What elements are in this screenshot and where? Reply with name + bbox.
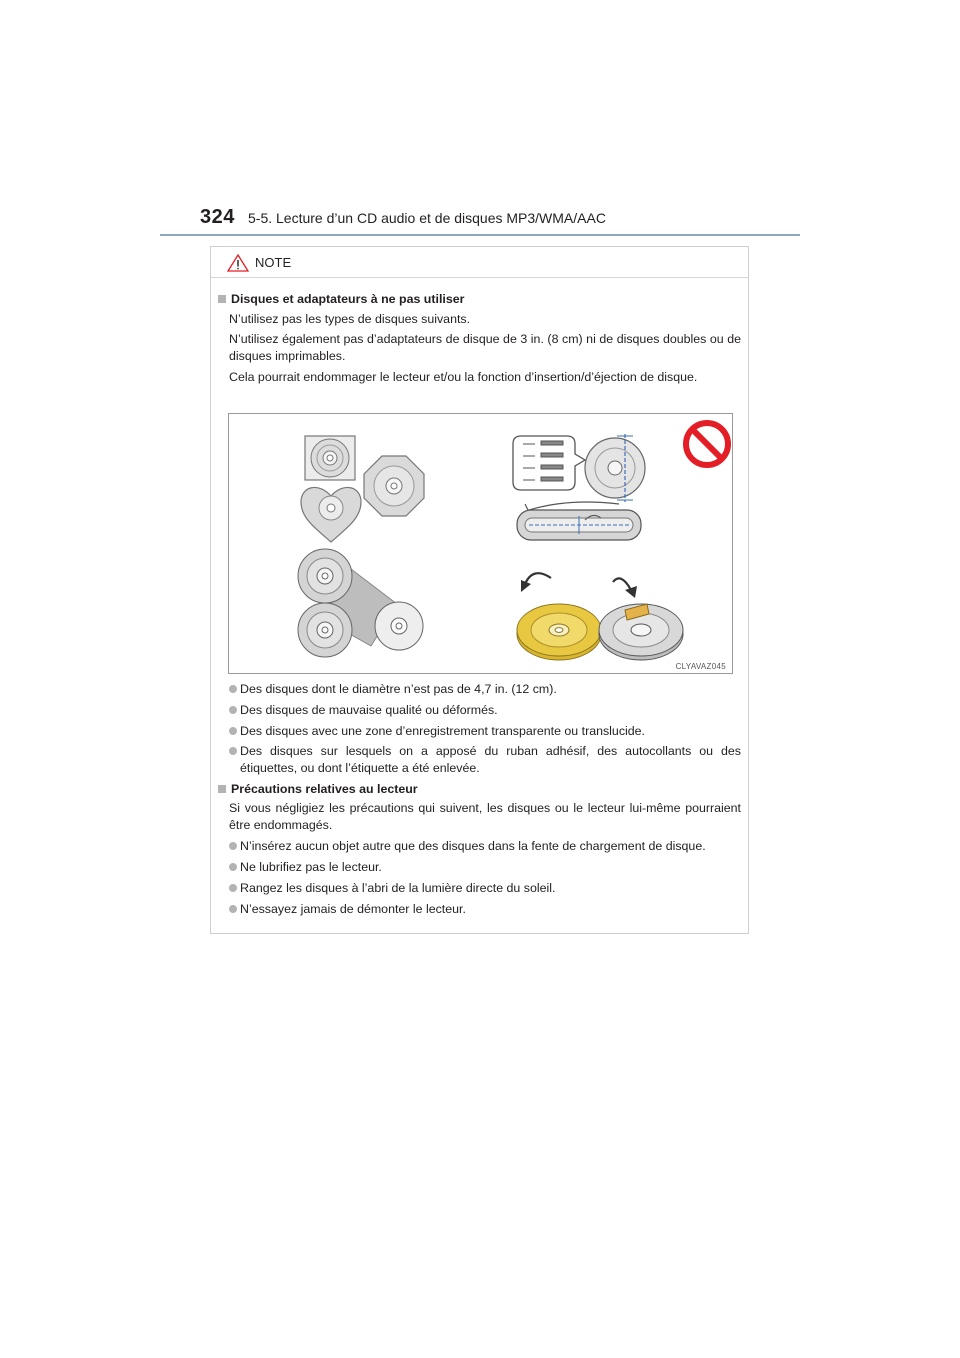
section-heading: Précautions relatives au lecteur xyxy=(218,781,418,798)
list-item: Rangez les disques à l’abri de la lumière directe du soleil. xyxy=(229,880,741,897)
bullet-icon xyxy=(229,905,237,913)
bullet-icon xyxy=(229,884,237,892)
octagon-disc xyxy=(364,456,424,516)
page-header xyxy=(160,204,800,238)
bullet-icon xyxy=(229,727,237,735)
prohibited-discs-illustration xyxy=(228,413,733,674)
bullet-icon xyxy=(229,842,237,850)
note-label: NOTE xyxy=(255,255,292,270)
section-heading: Disques et adaptateurs à ne pas utiliser xyxy=(218,291,464,308)
square-bullet-icon xyxy=(218,785,226,793)
list-item: N’essayez jamais de démonter le lecteur. xyxy=(229,901,741,918)
disc-drawings xyxy=(229,414,734,675)
paragraph: N’utilisez pas les types de disques suivants. xyxy=(229,312,471,326)
list-item: Des disques sur lesquels on a apposé du ruban adhésif, des autocollants ou des étiquettes, ou dont l’étiquette a été enlevée. xyxy=(229,743,741,777)
list-item: Ne lubrifiez pas le lecteur. xyxy=(229,859,741,876)
warning-triangle-icon xyxy=(227,254,249,272)
list-item: Des disques avec une zone d’enregistrement transparente ou translucide. xyxy=(229,723,741,740)
bullet-icon xyxy=(229,706,237,714)
figure-code: CLYAVAZ045 xyxy=(675,662,726,671)
bullet-icon xyxy=(229,863,237,871)
translucent-disc xyxy=(517,573,601,660)
double-disc-adapter xyxy=(298,549,423,657)
list-item: N’insérez aucun objet autre que des disques dans la fente de chargement de disque. xyxy=(229,838,741,855)
prohibition-sign-icon xyxy=(686,423,728,465)
square-bullet-icon xyxy=(218,295,226,303)
page-number: 324 xyxy=(200,206,235,228)
note-header xyxy=(211,247,748,278)
note-box xyxy=(210,246,749,934)
disc-tray xyxy=(517,510,641,540)
sticker-disc xyxy=(599,578,683,660)
bullet-icon xyxy=(229,685,237,693)
list-item: Des disques de mauvaise qualité ou déformés. xyxy=(229,702,741,719)
bullet-icon xyxy=(229,747,237,755)
paragraph: N’utilisez également pas d’adaptateurs de disque de 3 in. (8 cm) ni de disques doubles ou de disques imprimables. xyxy=(229,332,741,363)
paragraph: Cela pourrait endommager le lecteur et/ou la fonction d’insertion/d’éjection de disque. xyxy=(229,370,698,384)
heart-disc xyxy=(301,487,361,542)
section-title: 5-5. Lecture d’un CD audio et de disques MP3/WMA/AAC xyxy=(248,210,606,226)
paragraph: Si vous négligiez les précautions qui suivent, les disques ou le lecteur lui-même pourraient être endommagés. xyxy=(229,801,741,832)
warped-disc-detail xyxy=(513,434,645,512)
list-item: Des disques dont le diamètre n’est pas de 4,7 in. (12 cm). xyxy=(229,681,741,698)
square-disc xyxy=(305,436,355,480)
header-rule xyxy=(160,234,800,236)
